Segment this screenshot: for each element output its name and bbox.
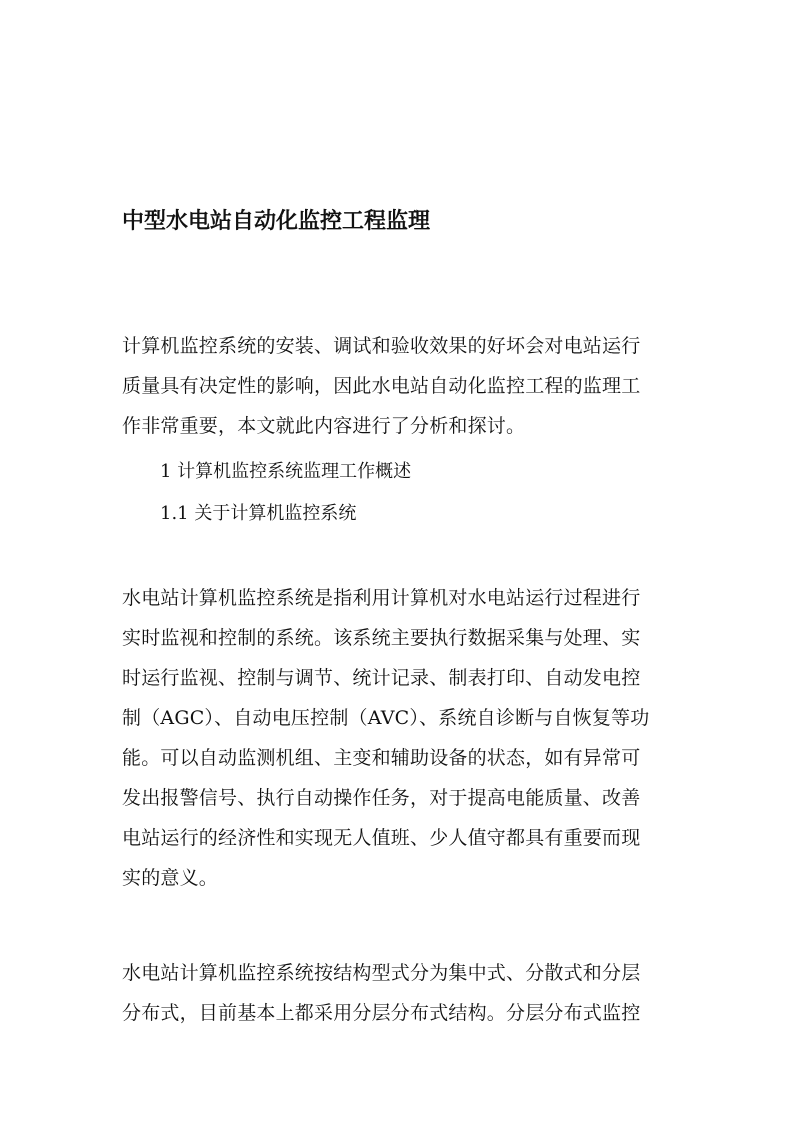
paragraph-line: 水电站计算机监控系统是指利用计算机对水电站运行过程进行 (122, 587, 641, 609)
paragraph-line: 电站运行的经济性和实现无人值班、少人值守都具有重要而现 (122, 827, 641, 849)
paragraph-line: 作非常重要，本文就此内容进行了分析和探讨。 (122, 415, 526, 437)
paragraph-line: 水电站计算机监控系统按结构型式分为集中式、分散式和分层 (122, 962, 641, 984)
body-paragraph-1 (122, 578, 667, 898)
paragraph-line: 分布式，目前基本上都采用分层分布式结构。分层分布式监控 (122, 1002, 641, 1024)
paragraph-line: 质量具有决定性的影响，因此水电站自动化监控工程的监理工 (122, 375, 641, 397)
document-title: 中型水电站自动化监控工程监理 (122, 208, 431, 234)
body-paragraph-2 (122, 953, 667, 1033)
paragraph-line: 实的意义。 (122, 867, 219, 889)
section-heading-1: 1 计算机监控系统监理工作概述 (160, 461, 412, 482)
paragraph-line: 能。可以自动监测机组、主变和辅助设备的状态，如有异常可 (122, 747, 641, 769)
paragraph-line: 实时监视和控制的系统。该系统主要执行数据采集与处理、实 (122, 627, 641, 649)
paragraph-line: 发出报警信号、执行自动操作任务，对于提高电能质量、改善 (122, 787, 641, 809)
paragraph-line: 时运行监视、控制与调节、统计记录、制表打印、自动发电控 (122, 667, 641, 689)
subsection-heading-1-1: 1.1 关于计算机监控系统 (160, 503, 357, 524)
paragraph-line: 制（AGC）、自动电压控制（AVC）、系统自诊断与自恢复等功 (122, 707, 650, 729)
intro-paragraph (122, 326, 667, 446)
paragraph-line: 计算机监控系统的安装、调试和验收效果的好坏会对电站运行 (122, 335, 641, 357)
